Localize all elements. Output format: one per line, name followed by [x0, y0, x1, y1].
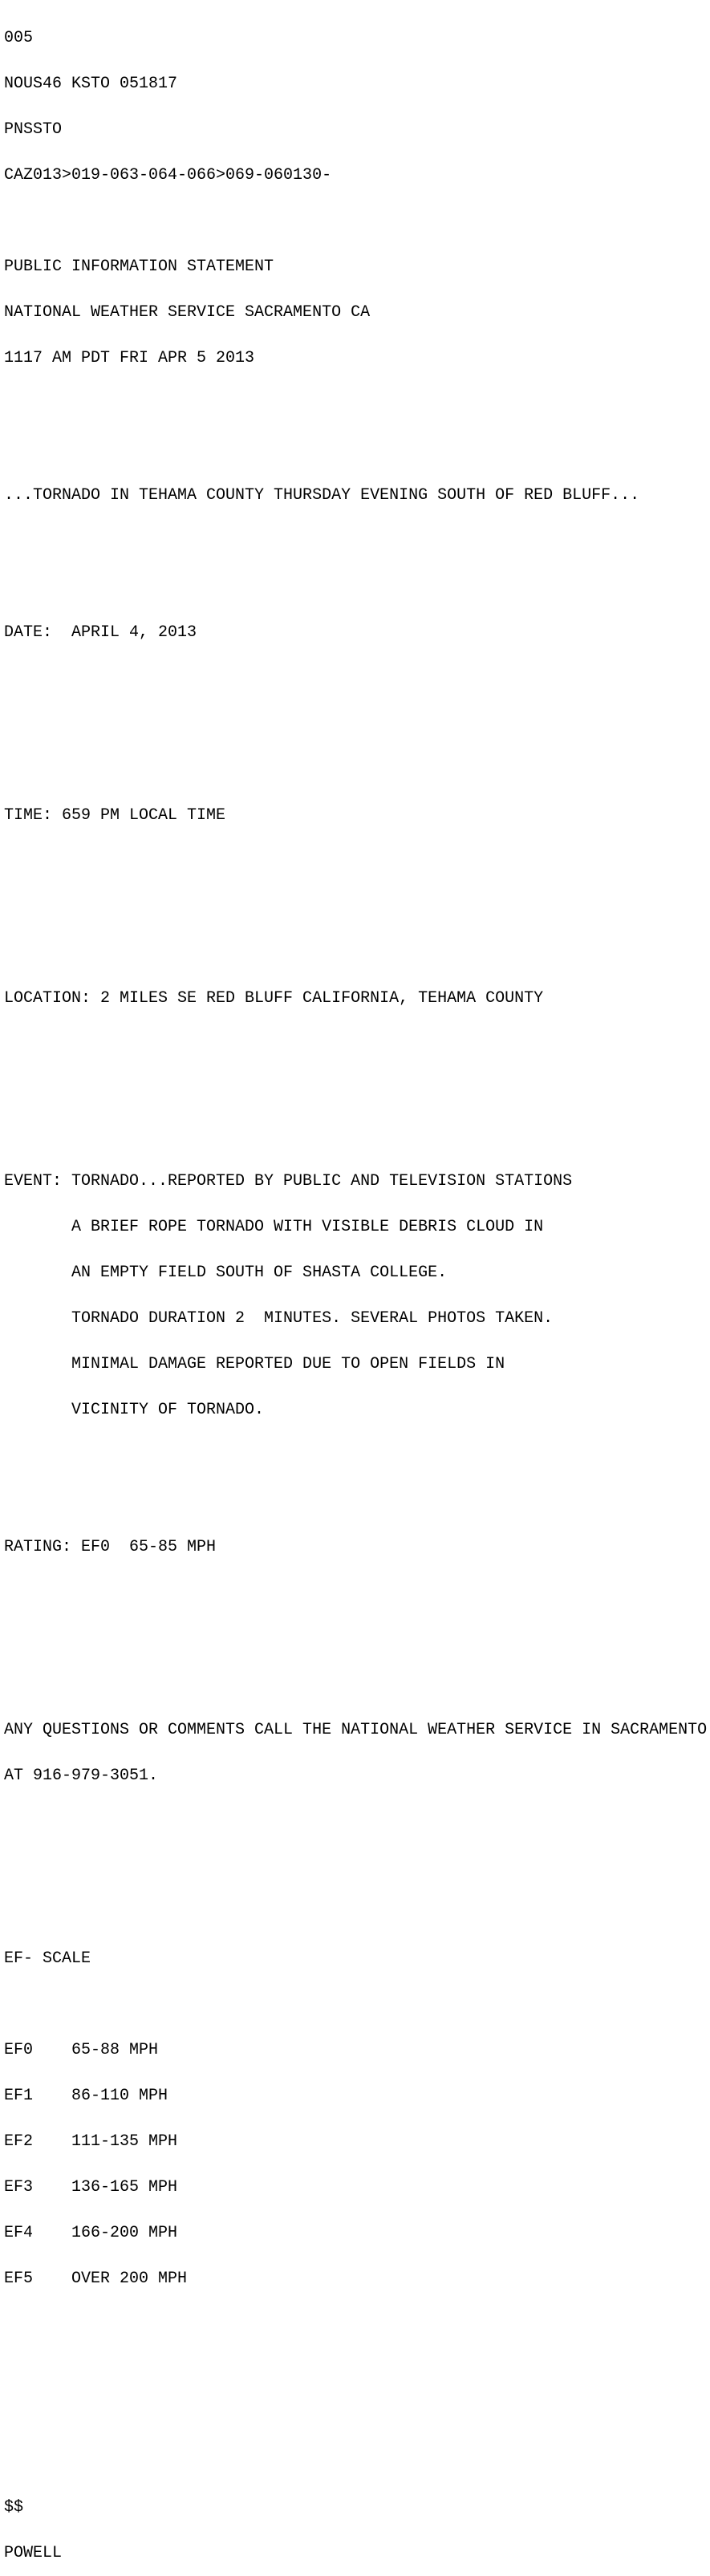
spacer — [4, 1860, 710, 1875]
spacer — [4, 396, 710, 412]
contact-line: ANY QUESTIONS OR COMMENTS CALL THE NATIONAL WEATHER SERVICE IN SACRAMENTO — [4, 1721, 708, 1739]
spacer — [4, 716, 710, 732]
spacer — [4, 1997, 710, 2012]
wmo-header: NOUS46 KSTO 051817 — [4, 75, 178, 93]
issue-time: 1117 AM PDT FRI APR 5 2013 — [4, 349, 255, 367]
awips-id: PNSSTO — [4, 120, 63, 139]
spacer — [4, 213, 710, 229]
spacer — [4, 854, 710, 869]
event-time: TIME: 659 PM LOCAL TIME — [4, 806, 226, 825]
spacer — [4, 442, 710, 457]
spacer — [4, 533, 710, 549]
spacer — [4, 2363, 710, 2378]
event-description-line: TORNADO DURATION 2 MINUTES. SEVERAL PHOTOS TAKEN. — [4, 1309, 554, 1328]
spacer — [4, 579, 710, 594]
ugc-zones: CAZ013>019-063-064-066>069-060130- — [4, 166, 332, 185]
event-date: DATE: APRIL 4, 2013 — [4, 623, 197, 642]
spacer — [4, 1448, 710, 1463]
ef-scale-row: EF5 OVER 200 MPH — [4, 2270, 188, 2288]
spacer — [4, 1905, 710, 1921]
event-location: LOCATION: 2 MILES SE RED BLUFF CALIFORNIA, TEHAMA COUNTY — [4, 989, 544, 1008]
tornado-rating: RATING: EF0 65-85 MPH — [4, 1538, 217, 1556]
contact-line: AT 916-979-3051. — [4, 1767, 159, 1785]
spacer — [4, 1082, 710, 1097]
event-description-line: EVENT: TORNADO...REPORTED BY PUBLIC AND TELEVISION STATIONS — [4, 1172, 573, 1191]
spacer — [4, 1494, 710, 1509]
ef-scale-heading: EF- SCALE — [4, 1949, 91, 1968]
issuing-office: NATIONAL WEATHER SERVICE SACRAMENTO CA — [4, 303, 371, 322]
event-description-line: MINIMAL DAMAGE REPORTED DUE TO OPEN FIELDS IN — [4, 1355, 505, 1373]
spacer — [4, 945, 710, 960]
product-title: PUBLIC INFORMATION STATEMENT — [4, 258, 274, 276]
ef-scale-row: EF1 86-110 MPH — [4, 2087, 168, 2105]
ef-scale-row: EF2 111-135 MPH — [4, 2132, 178, 2151]
ef-scale-row: EF0 65-88 MPH — [4, 2041, 159, 2059]
event-description-line: A BRIEF ROPE TORNADO WITH VISIBLE DEBRIS CLOUD IN — [4, 1218, 544, 1236]
spacer — [4, 1814, 710, 1829]
forecaster-name: POWELL — [4, 2544, 63, 2562]
spacer — [4, 1036, 710, 1052]
spacer — [4, 2454, 710, 2469]
spacer — [4, 1677, 710, 1692]
headline: ...TORNADO IN TEHAMA COUNTY THURSDAY EVENING SOUTH OF RED BLUFF... — [4, 486, 640, 505]
sequence-number: 005 — [4, 29, 34, 47]
spacer — [4, 2317, 710, 2332]
ef-scale-row: EF3 136-165 MPH — [4, 2178, 178, 2197]
spacer — [4, 1631, 710, 1646]
spacer — [4, 899, 710, 915]
event-description-line: AN EMPTY FIELD SOUTH OF SHASTA COLLEGE. — [4, 1264, 448, 1282]
ef-scale-row: EF4 166-200 MPH — [4, 2224, 178, 2242]
spacer — [4, 762, 710, 777]
spacer — [4, 2408, 710, 2424]
product-terminator: $$ — [4, 2498, 24, 2517]
spacer — [4, 1128, 710, 1143]
spacer — [4, 1585, 710, 1600]
spacer — [4, 671, 710, 686]
event-description-line: VICINITY OF TORNADO. — [4, 1401, 265, 1419]
